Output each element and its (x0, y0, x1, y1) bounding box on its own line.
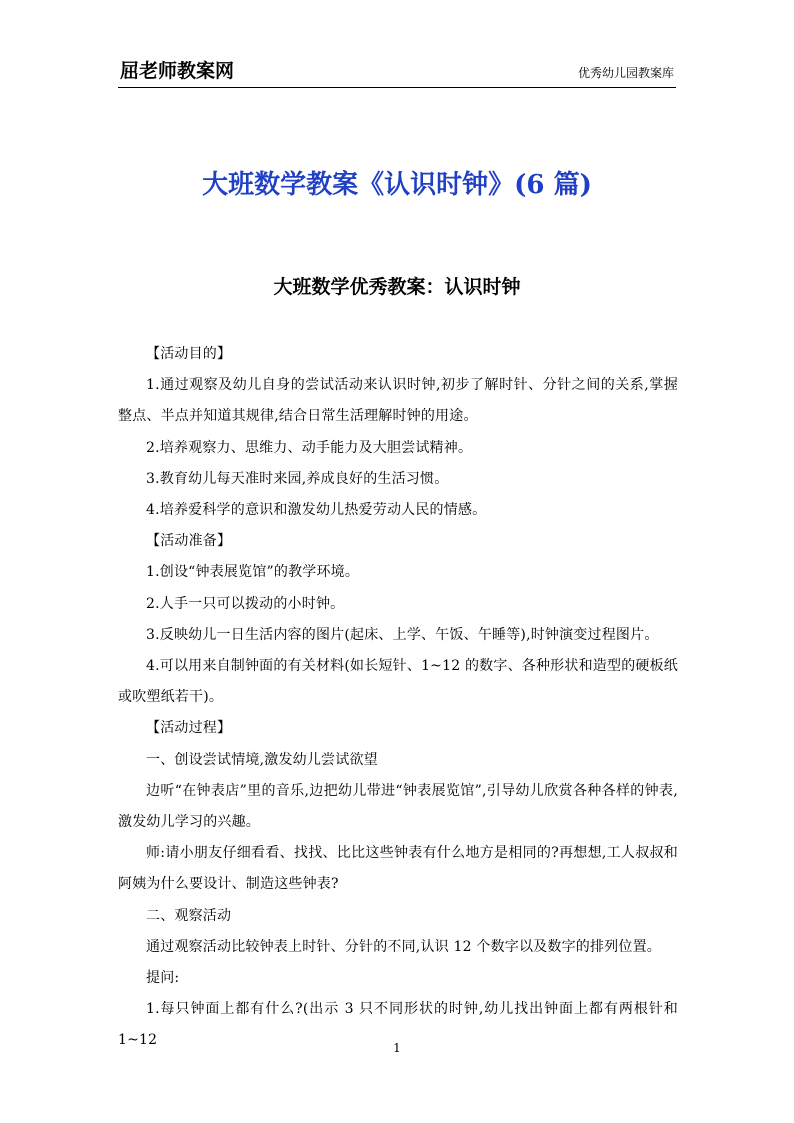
section-title: 大班数学优秀教案：认识时钟 (273, 276, 521, 298)
paragraph: 3.教育幼儿每天准时来园,养成良好的生活习惯。 (146, 470, 449, 487)
paragraph: 【活动过程】 (146, 720, 232, 737)
paragraph: 二、观察活动 (146, 907, 232, 924)
library-name: 优秀幼儿园教案库 (577, 66, 674, 80)
paragraph: 1.创设“钟表展览馆”的教学环境。 (146, 564, 360, 581)
paragraph: 4.培养爱科学的意识和激发幼儿热爱劳动人民的情感。 (146, 502, 487, 519)
paragraph: 4.可以用来自制钟面的有关材料(如长短针、1~12 的数字、各种形状和造型的硬板纸或吹塑纸若干)。 (118, 658, 678, 706)
document-body (118, 339, 678, 1057)
paragraph: 2.人手一只可以拨动的小时钟。 (146, 595, 345, 612)
paragraph: 【活动准备】 (146, 533, 232, 550)
paragraph: 3.反映幼儿一日生活内容的图片(起床、上学、午饭、午睡等),时钟演变过程图片。 (146, 626, 659, 643)
header-divider (118, 87, 676, 88)
paragraph: 1.每只钟面上都有什么?(出示 3 只不同形状的时钟,幼儿找出钟面上都有两根针和 1~12 (118, 1001, 678, 1049)
paragraph: 边听“在钟表店”里的音乐,边把幼儿带进“钟表展览馆”,引导幼儿欣赏各种各样的钟表,激发幼儿学习的兴趣。 (118, 782, 678, 831)
document-title: 大班数学教案《认识时钟》(6 篇) (202, 170, 592, 200)
paragraph: 【活动目的】 (146, 346, 232, 362)
page-number: 1 (393, 1041, 401, 1055)
page-header (120, 56, 674, 86)
paragraph: 一、创设尝试情境,激发幼儿尝试欲望 (146, 751, 378, 768)
site-name: 屈老师教案网 (120, 60, 235, 82)
paragraph: 提问: (146, 970, 180, 987)
paragraph: 通过观察活动比较钟表上时针、分针的不同,认识 12 个数字以及数字的排列位置。 (146, 938, 661, 955)
paragraph: 2.培养观察力、思维力、动手能力及大胆尝试精神。 (146, 439, 473, 456)
paragraph: 师:请小朋友仔细看看、找找、比比这些钟表有什么地方是相同的?再想想,工人叔叔和阿姨为什么要设计、制造这些钟表? (118, 845, 678, 893)
paragraph: 1.通过观察及幼儿自身的尝试活动来认识时钟,初步了解时针、分针之间的关系,掌握整点、半点并知道其规律,结合日常生活理解时钟的用途。 (118, 377, 678, 425)
